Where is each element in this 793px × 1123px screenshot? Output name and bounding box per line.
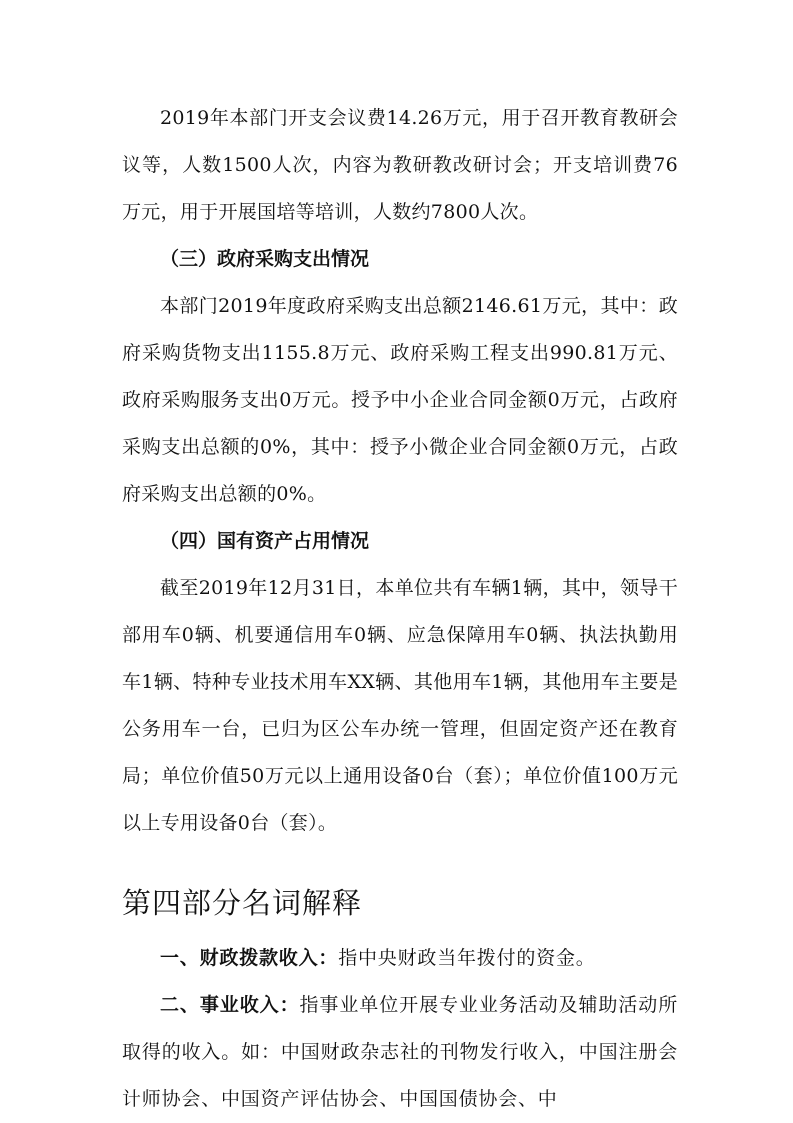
meeting-training-paragraph: 2019年本部门开支会议费14.26万元，用于召开教育教研会议等，人数1500人次，内容为教研教改研讨会；开支培训费76万元，用于开展国培等培训，人数约7800人次。 xyxy=(122,107,678,223)
definition-fiscal-appropriation xyxy=(122,935,678,982)
part-four-title: 第四部分名词解释 xyxy=(122,886,363,920)
assets-paragraph: 截至2019年12月31日，本单位共有车辆1辆，其中，领导干部用车0辆、机要通信用车0辆、应急保障用车0辆、执法执勤用车1辆、特种专业技术用车XX辆、其他用车1辆，其他用车主要是公务用车一台，已归为区公车办统一管理，但固定资产还在教育局；单位价值50万元以上通用设备0台（套）；单位价值100万元以上专用设备0台（套）。 xyxy=(122,577,678,834)
procurement-paragraph: 本部门2019年度政府采购支出总额2146.61万元，其中：政府采购货物支出1155.8万元、政府采购工程支出990.81万元、政府采购服务支出0万元。授予中小企业合同金额0万元，占政府采购支出总额的0%，其中：授予小微企业合同金额0万元，占政府采购支出总额的0%。 xyxy=(122,295,678,505)
procurement-heading: （三）政府采购支出情况 xyxy=(160,248,370,270)
definition-term: 二、事业收入： xyxy=(160,994,300,1016)
page-content xyxy=(122,95,678,1123)
assets-heading: （四）国有资产占用情况 xyxy=(160,530,370,552)
definition-business-income xyxy=(122,982,678,1123)
definition-term: 一、财政拨款收入： xyxy=(160,947,339,969)
definition-text: 指中央财政当年拨付的资金。 xyxy=(338,947,596,969)
definition-text: 指事业单位开展专业业务活动及辅助活动所取得的收入。如：中国财政杂志社的刊物发行收入，中国注册会计师协会、中国资产评估协会、中国国债协会、中 xyxy=(122,994,678,1110)
